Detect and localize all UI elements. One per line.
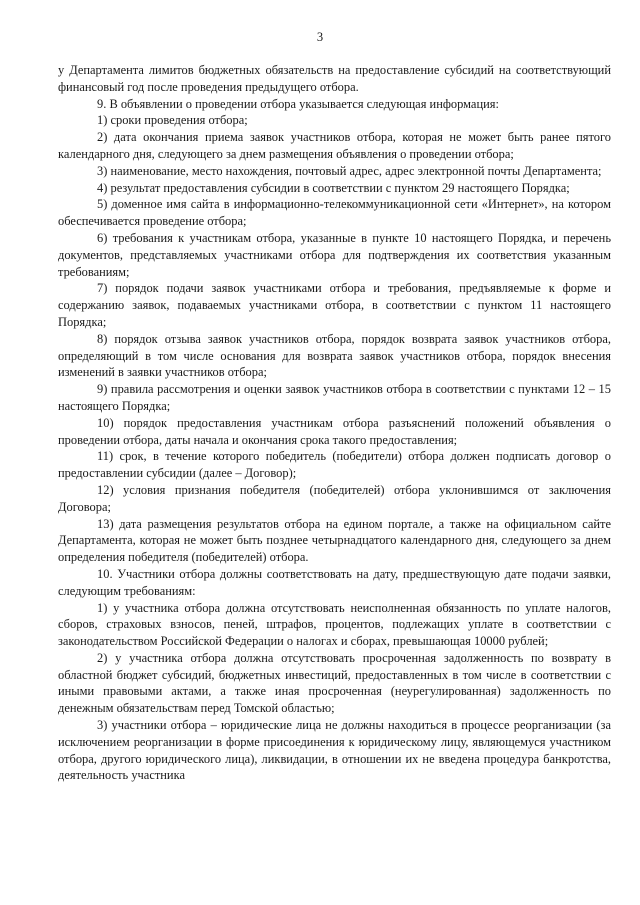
- page-number: 3: [316, 30, 324, 44]
- list-item-9-8: 8) порядок отзыва заявок участников отбора, порядок возврата заявок участников отбора, определяющий в том числе основания для возврата заявок участников отбора, порядок внесения изменений в заявки участников отбора;: [58, 331, 611, 380]
- list-item-10-3: 3) участники отбора – юридические лица не должны находиться в процессе реорганизации (за исключением реорганизации в форме присоединения к юридическому лицу, являющемуся участником отбора, другого юридического лица), ликвидации, в отношении их не введена процедура банкротства, деятельность участника: [58, 718, 611, 783]
- list-item-9-7: 7) порядок подачи заявок участниками отбора и требования, предъявляемые к форме и содержанию заявок, подаваемых участниками отбора, в соответствии с пунктом 11 настоящего Порядка;: [58, 281, 611, 329]
- list-item-9-1: 1) сроки проведения отбора;: [97, 113, 248, 128]
- document-body: [58, 62, 611, 784]
- list-item-9-11: 11) срок, в течение которого победитель (победители) отбора должен подписать договор о предоставлении субсидии (далее – Договор);: [58, 449, 611, 481]
- list-item-9-9: 9) правила рассмотрения и оценки заявок участников отбора в соответствии с пунктами 12 – 15 настоящего Порядка;: [58, 382, 611, 413]
- list-item-9-10: 10) порядок предоставления участникам отбора разъяснений положений объявления о проведении отбора, даты начала и окончания срока такого предоставления;: [58, 415, 611, 447]
- list-item-9-4: 4) результат предоставления субсидии в соответствии с пунктом 29 настоящего Порядка;: [97, 180, 570, 195]
- paragraph-continuation: у Департамента лимитов бюджетных обязательств на предоставление субсидий на соответствующий финансовый год после проведения предыдущего отбора.: [58, 63, 611, 94]
- list-item-10-2: 2) у участника отбора должна отсутствовать просроченная задолженность по возврату в областной бюджет субсидий, бюджетных инвестиций, предоставленных в том числе в соответствии с иными правовыми актами, а также иная просроченная (неурегулированная) задолженность по денежным обязательствам перед Томской областью;: [58, 650, 611, 716]
- section-10-heading: 10. Участники отбора должны соответствовать на дату, предшествующую дате подачи заявки, следующим требованиям:: [58, 566, 611, 598]
- list-item-9-2: 2) дата окончания приема заявок участников отбора, которая не может быть ранее пятого календарного дня, следующего за днем размещения объявления о проведении отбора;: [58, 130, 611, 161]
- list-item-9-12: 12) условия признания победителя (победителей) отбора уклонившимся от заключения Договора;: [58, 482, 611, 514]
- list-item-9-5: 5) доменное имя сайта в информационно-телекоммуникационной сети «Интернет», на котором обеспечивается проведение отбора;: [58, 197, 611, 229]
- list-item-10-1: 1) у участника отбора должна отсутствовать неисполненная обязанность по уплате налогов, сборов, страховых взносов, пеней, штрафов, процентов, подлежащих уплате в соответствии с законодательством Российской Федерации о налогах и сборах, превышающая 10000 рублей;: [58, 600, 611, 649]
- list-item-9-13: 13) дата размещения результатов отбора на едином портале, а также на официальном сайте Департамента, которая не может быть позднее четырнадцатого календарного дня, следующего за днем определения победителя (победителей) отбора.: [58, 516, 611, 565]
- section-9-heading: 9. В объявлении о проведении отбора указывается следующая информация:: [97, 96, 499, 111]
- list-item-9-6: 6) требования к участникам отбора, указанные в пункте 10 настоящего Порядка, и перечень документов, представляемых участниками отбора для подтверждения их соответствия указанным требованиям;: [58, 230, 611, 279]
- list-item-9-3: 3) наименование, место нахождения, почтовый адрес, адрес электронной почты Департамента;: [97, 163, 602, 178]
